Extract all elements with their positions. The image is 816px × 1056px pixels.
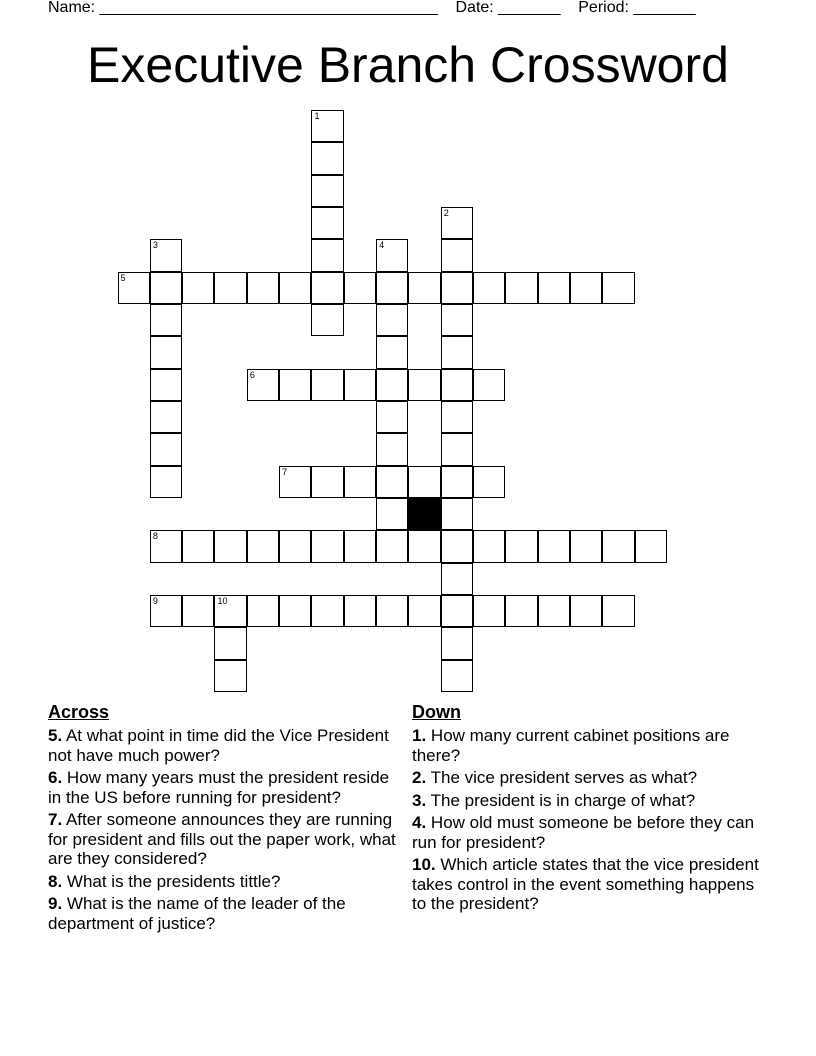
clue-down-4: 4. How old must someone be before they can run for president?	[412, 813, 755, 852]
page-title: Executive Branch Crossword	[87, 37, 729, 93]
grid-cell[interactable]	[538, 272, 570, 304]
grid-cell[interactable]	[570, 530, 602, 562]
grid-cell[interactable]	[505, 272, 537, 304]
grid-cell[interactable]	[376, 336, 408, 368]
grid-cell[interactable]	[441, 272, 473, 304]
grid-cell[interactable]	[408, 595, 440, 627]
grid-cell[interactable]	[182, 595, 214, 627]
grid-cell[interactable]	[214, 660, 246, 692]
student-info-line: Name: ______________________________________ Date: _______ Period: _______	[48, 0, 696, 16]
clue-number-10: 10	[217, 595, 228, 606]
grid-cell[interactable]	[150, 239, 182, 271]
grid-cell[interactable]	[279, 595, 311, 627]
grid-cell[interactable]	[538, 530, 570, 562]
grid-cell[interactable]	[473, 595, 505, 627]
grid-cell[interactable]	[150, 530, 182, 562]
grid-cell[interactable]	[150, 466, 182, 498]
clue-down-2: 2. The vice president serves as what?	[412, 768, 698, 787]
grid-cell[interactable]	[473, 369, 505, 401]
grid-cell[interactable]	[602, 530, 634, 562]
grid-cell[interactable]	[214, 530, 246, 562]
grid-cell[interactable]	[441, 369, 473, 401]
grid-cell[interactable]	[344, 595, 376, 627]
grid-cell[interactable]	[441, 239, 473, 271]
grid-cell[interactable]	[247, 530, 279, 562]
grid-cell[interactable]	[376, 239, 408, 271]
grid-cell[interactable]	[118, 272, 150, 304]
grid-cell[interactable]	[441, 401, 473, 433]
grid-cell[interactable]	[376, 433, 408, 465]
grid-cell[interactable]	[408, 466, 440, 498]
grid-cell[interactable]	[214, 595, 246, 627]
grid-cell[interactable]	[376, 498, 408, 530]
grid-cell[interactable]	[247, 272, 279, 304]
grid-cell[interactable]	[570, 595, 602, 627]
grid-cell[interactable]	[376, 304, 408, 336]
grid-cell[interactable]	[441, 498, 473, 530]
grid-cell[interactable]	[376, 272, 408, 304]
grid-cell[interactable]	[602, 272, 634, 304]
grid-cell[interactable]	[150, 304, 182, 336]
clue-number-8: 8	[152, 531, 158, 542]
grid-cell[interactable]	[311, 595, 343, 627]
grid-cell[interactable]	[311, 369, 343, 401]
grid-cell[interactable]	[376, 369, 408, 401]
clue-down-10: 10. Which article states that the vice president takes control in the event something happens to the president?	[412, 855, 759, 913]
grid-cell[interactable]	[279, 466, 311, 498]
clue-number-1: 1	[314, 111, 320, 121]
grid-cell[interactable]	[311, 530, 343, 562]
grid-cell[interactable]	[150, 595, 182, 627]
grid-cell[interactable]	[635, 530, 667, 562]
grid-cell[interactable]	[311, 175, 343, 207]
grid-cell[interactable]	[376, 401, 408, 433]
clue-across-8: 8. What is the presidents tittle?	[48, 871, 281, 891]
grid-cell[interactable]	[182, 530, 214, 562]
grid-cell[interactable]	[441, 627, 473, 659]
clue-across-5: 5. At what point in time did the Vice President not have much power?	[48, 726, 389, 765]
clue-across-7: 7. After someone announces they are running for president and fills out the paper work, what are they considered?	[48, 810, 396, 868]
grid-cell[interactable]	[408, 369, 440, 401]
grid-cell[interactable]	[214, 627, 246, 659]
grid-cell[interactable]	[376, 595, 408, 627]
grid-cell[interactable]	[441, 433, 473, 465]
grid-cell[interactable]	[247, 595, 279, 627]
clue-number-4: 4	[379, 240, 385, 251]
grid-cell[interactable]	[311, 207, 343, 239]
grid-cell[interactable]	[311, 272, 343, 304]
grid-cell[interactable]	[441, 530, 473, 562]
grid-cell[interactable]	[182, 272, 214, 304]
grid-cell[interactable]	[150, 336, 182, 368]
grid-cell[interactable]	[505, 530, 537, 562]
down-heading: Down	[412, 702, 461, 722]
clue-number-2: 2	[443, 207, 449, 218]
grid-cell[interactable]	[570, 272, 602, 304]
clue-number-9: 9	[152, 595, 158, 606]
clue-down-1: 1. How many current cabinet positions are there?	[412, 726, 730, 765]
across-clues	[48, 702, 398, 936]
grid-cell[interactable]	[408, 530, 440, 562]
grid-cell[interactable]	[441, 466, 473, 498]
grid-cell[interactable]	[311, 466, 343, 498]
grid-cell[interactable]	[344, 466, 376, 498]
grid-cell[interactable]	[344, 530, 376, 562]
down-clues	[412, 702, 762, 917]
grid-cell[interactable]	[376, 530, 408, 562]
grid-cell[interactable]	[376, 466, 408, 498]
grid-cell[interactable]	[473, 530, 505, 562]
clue-number-3: 3	[152, 240, 158, 251]
grid-cell[interactable]	[344, 369, 376, 401]
clue-number-6: 6	[249, 369, 255, 380]
grid-cell[interactable]	[311, 110, 343, 142]
clue-across-6: 6. How many years must the president reside in the US before running for president?	[48, 768, 390, 807]
grid-cell[interactable]	[408, 272, 440, 304]
grid-cell[interactable]	[150, 272, 182, 304]
grid-cell[interactable]	[538, 595, 570, 627]
grid-cell[interactable]	[602, 595, 634, 627]
clue-across-9: 9. What is the name of the leader of the department of justice?	[48, 894, 346, 933]
grid-cell[interactable]	[441, 304, 473, 336]
grid-cell[interactable]	[279, 530, 311, 562]
across-heading: Across	[48, 702, 110, 722]
grid-cell[interactable]	[150, 369, 182, 401]
grid-cell[interactable]	[311, 239, 343, 271]
grid-cell[interactable]	[214, 272, 246, 304]
grid-cell[interactable]	[441, 595, 473, 627]
grid-cell[interactable]	[441, 336, 473, 368]
grid-cell[interactable]	[441, 207, 473, 239]
grid-cell[interactable]	[279, 369, 311, 401]
grid-cell[interactable]	[473, 466, 505, 498]
grid-cell[interactable]	[344, 272, 376, 304]
grid-cell[interactable]	[311, 304, 343, 336]
grid-block-cell	[408, 498, 440, 530]
grid-cell[interactable]	[311, 142, 343, 174]
grid-cell[interactable]	[441, 563, 473, 595]
clue-down-3: 3. The president is in charge of what?	[412, 790, 696, 810]
grid-cell[interactable]	[247, 369, 279, 401]
grid-cell[interactable]	[473, 272, 505, 304]
grid-cell[interactable]	[505, 595, 537, 627]
clue-number-5: 5	[120, 272, 126, 283]
grid-cell[interactable]	[279, 272, 311, 304]
grid-cell[interactable]	[441, 660, 473, 692]
clue-number-7: 7	[282, 466, 288, 477]
grid-cell[interactable]	[150, 401, 182, 433]
grid-cell[interactable]	[150, 433, 182, 465]
